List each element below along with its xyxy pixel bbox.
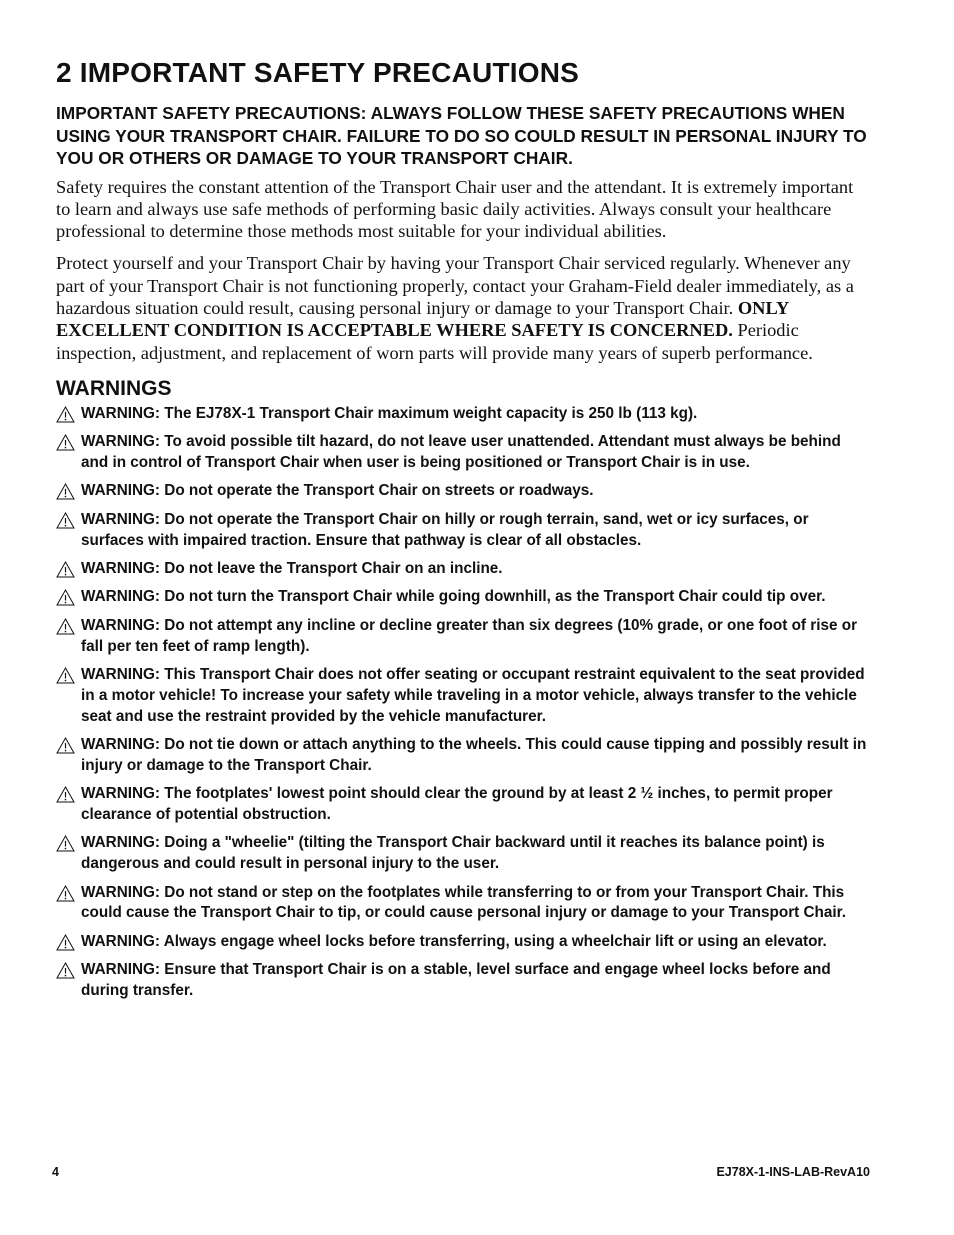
warnings-heading: WARNINGS xyxy=(56,376,172,400)
document-code: EJ78X-1-INS-LAB-RevA10 xyxy=(716,1165,870,1179)
warning-text: WARNING: The footplates' lowest point should clear the ground by at least 2 ½ inches, to permit proper clearance of potential obstruction. xyxy=(81,785,833,823)
warning-text: WARNING: Do not operate the Transport Chair on hilly or rough terrain, sand, wet or icy surfaces, or surfaces with impaired traction. Ensure that pathway is clear of all obstacles. xyxy=(81,510,809,549)
warning-item xyxy=(56,404,872,425)
intro-bold-paragraph: IMPORTANT SAFETY PRECAUTIONS: ALWAYS FOLLOW THESE SAFETY PRECAUTIONS WHEN USING YOUR TRANSPORT CHAIR. FAILURE TO DO SO COULD RESULT IN PERSONAL INJURY TO YOU OR OTHERS OR DAMAGE TO YOUR TRANSPORT CHAIR. xyxy=(56,103,867,168)
warning-item xyxy=(56,616,872,658)
warning-item xyxy=(56,784,872,826)
warning-item xyxy=(56,559,872,580)
warning-item xyxy=(56,665,872,727)
warning-triangle-icon xyxy=(56,406,75,423)
warning-item xyxy=(56,587,872,608)
warning-item xyxy=(56,481,872,502)
warning-item xyxy=(56,735,872,777)
warning-text: WARNING: Do not tie down or attach anything to the wheels. This could cause tipping and possibly result in injury or damage to the Transport Chair. xyxy=(81,735,867,774)
warning-triangle-icon xyxy=(56,786,75,803)
warning-text: WARNING: Do not leave the Transport Chair on an incline. xyxy=(81,560,503,578)
warning-triangle-icon xyxy=(56,483,75,500)
warning-text: WARNING: Do not stand or step on the footplates while transferring to or from your Transport Chair. This could cause the Transport Chair to tip, or could cause personal injury or damage to your Transport Chair. xyxy=(81,883,846,922)
warning-item xyxy=(56,432,872,474)
warning-triangle-icon xyxy=(56,434,75,451)
page-content xyxy=(56,56,872,1009)
warning-item xyxy=(56,960,872,1002)
warning-text: WARNING: Ensure that Transport Chair is on a stable, level surface and engage wheel locks before and during transfer. xyxy=(81,961,831,999)
warning-triangle-icon xyxy=(56,885,75,902)
warning-text: WARNING: Doing a "wheelie" (tilting the Transport Chair backward until it reaches its balance point) is dangerous and could result in personal injury to the user. xyxy=(81,834,825,873)
warning-text: WARNING: Do not turn the Transport Chair while going downhill, as the Transport Chair could tip over. xyxy=(81,588,826,606)
warnings-list xyxy=(56,404,872,1002)
warning-triangle-icon xyxy=(56,589,75,606)
service-paragraph-emphasis: ONLY EXCELLENT CONDITION IS ACCEPTABLE WHERE SAFETY IS CONCERNED. xyxy=(56,297,789,341)
warning-item xyxy=(56,833,872,875)
warning-triangle-icon xyxy=(56,835,75,852)
warning-item xyxy=(56,883,872,925)
warning-triangle-icon xyxy=(56,962,75,979)
warning-triangle-icon xyxy=(56,934,75,951)
warning-text: WARNING: To avoid possible tilt hazard, do not leave user unattended. Attendant must always be behind and in control of Transport Chair when user is being positioned or Transport Chair is in use. xyxy=(81,433,841,472)
safety-paragraph: Safety requires the constant attention of the Transport Chair user and the attendant. It is extremely important to learn and always use safe methods of performing basic daily activities. Always consult your healthcare professional to determine those methods most suitable for your individual abilities. xyxy=(56,176,854,242)
section-heading: 2 IMPORTANT SAFETY PRECAUTIONS xyxy=(56,57,580,88)
warning-text: WARNING: The EJ78X-1 Transport Chair maximum weight capacity is 250 lb (113 kg). xyxy=(81,404,698,422)
warning-text: WARNING: Do not attempt any incline or decline greater than six degrees (10% grade, or one foot of rise or fall per ten feet of ramp length). xyxy=(81,616,858,655)
warning-text: WARNING: Do not operate the Transport Chair on streets or roadways. xyxy=(81,482,594,500)
warning-text: WARNING: Always engage wheel locks before transferring, using a wheelchair lift or using an elevator. xyxy=(81,932,827,950)
service-paragraph-end: Periodic inspection, adjustment, and replacement of worn parts will provide many years of superb performance. xyxy=(56,320,813,363)
warning-item xyxy=(56,932,872,953)
warning-text: WARNING: This Transport Chair does not offer seating or occupant restraint equivalent to the seat provided in a motor vehicle! To increase your safety while traveling in a motor vehicle, always transfer to the vehicle seat and use the restraint provided by the vehicle manufacturer. xyxy=(81,666,865,725)
warning-triangle-icon xyxy=(56,618,75,635)
warning-item xyxy=(56,510,872,552)
service-paragraph-text: Protect yourself and your Transport Chair by having your Transport Chair serviced regularly. Whenever any part of your Transport Chair is not functioning properly, contact your Graham-Field dealer immediately, as a hazardous situation could result, causing personal injury or damage to your Transport Chair. xyxy=(56,253,854,318)
warning-triangle-icon xyxy=(56,737,75,754)
warning-triangle-icon xyxy=(56,667,75,684)
warning-triangle-icon xyxy=(56,512,75,529)
warning-triangle-icon xyxy=(56,561,75,578)
page-number: 4 xyxy=(52,1165,59,1179)
service-paragraph xyxy=(56,252,872,363)
